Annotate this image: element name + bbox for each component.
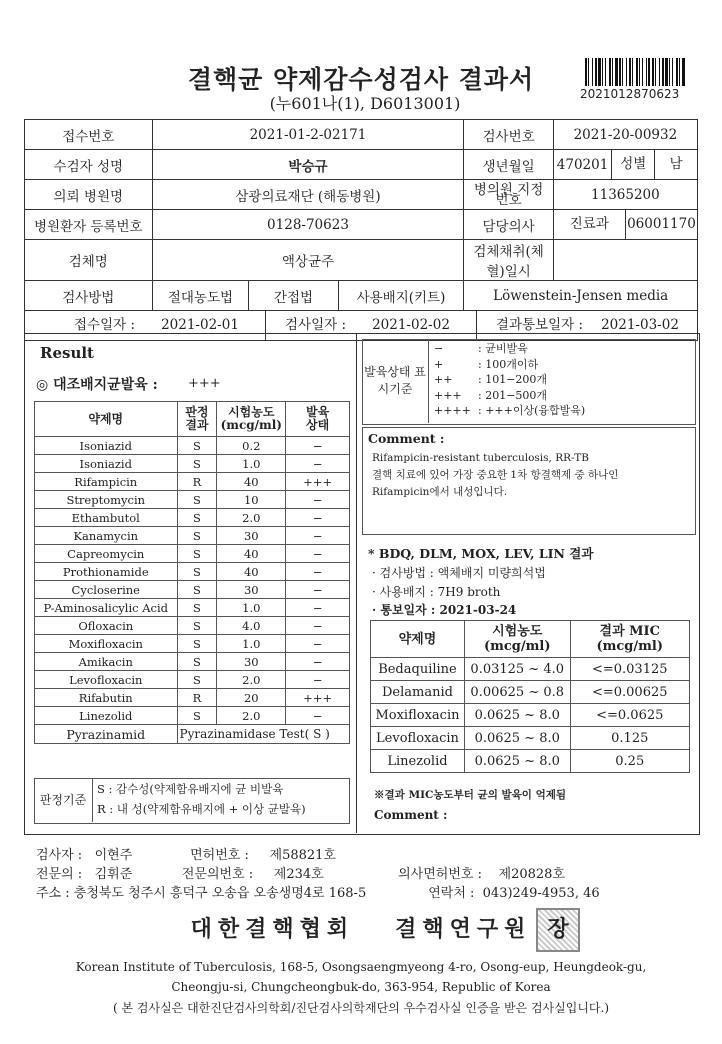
page-title: 결핵균 약제감수성검사 결과서 [187, 65, 535, 94]
bdq-method: · 검사방법 : 액체배지 미량희석법 [372, 566, 546, 580]
bdq-title: * BDQ, DLM, MOX, LEV, LIN 결과 [368, 546, 594, 561]
mic-drug: Delamanid [371, 681, 465, 704]
label-hospital-code: 병의원 지정번호 [464, 180, 553, 210]
receipt-date: 2021-02-01 [135, 311, 266, 340]
footer-examiner: 검사자 : 이현주 면허번호 : 제58821호 [36, 848, 336, 863]
mic-drug: Moxifloxacin [371, 704, 465, 727]
judgement: S [177, 437, 217, 455]
report-date: 2021-03-02 [601, 317, 679, 333]
concentration: 40 [217, 563, 286, 581]
drug-name: Isoniazid [35, 455, 178, 473]
growth: − [286, 671, 350, 689]
department: 06001170 [627, 216, 696, 232]
growth: − [286, 437, 350, 455]
registration-number: 0128-70623 [152, 210, 464, 240]
growth: − [286, 635, 350, 653]
drug-susceptibility-table [34, 401, 350, 744]
barcode-bar [588, 58, 589, 86]
mic-note: ※결과 MIC농도부터 균의 발육이 억제됨 [374, 789, 567, 801]
test-number: 2021-20-00932 [553, 120, 697, 150]
table-row [35, 527, 350, 545]
label-test-date: 검사일자 : [284, 317, 346, 333]
barcode-bar [655, 58, 656, 86]
mic-result: <=0.03125 [570, 658, 690, 681]
growth: − [286, 617, 350, 635]
barcode-bar [619, 58, 621, 86]
label-sex: 성별 [612, 150, 655, 179]
criteria-label: 판정기준 [34, 778, 93, 822]
judgement: S [177, 527, 217, 545]
legend-item [434, 403, 585, 419]
mic-header-result: 결과 MIC (mcg/ml) [570, 621, 690, 658]
label-patient-name: 수검자 성명 [25, 150, 153, 180]
barcode-bar [632, 58, 633, 86]
barcode-bar [595, 58, 597, 86]
concentration: 30 [217, 653, 286, 671]
hospital-code: 11365200 [553, 180, 697, 210]
hospital-name: 삼광의료재단 (해동병원) [152, 180, 464, 210]
label-test-number: 검사번호 [464, 120, 553, 150]
drug-name: P-Aminosalicylic Acid [35, 599, 178, 617]
address-en-2: Cheongju-si, Chungcheongbuk-do, 363-954, Republic of Korea [171, 980, 551, 994]
table-row [35, 671, 350, 689]
legend-description: : 201−500개 [478, 388, 548, 402]
growth: − [286, 707, 350, 725]
drug-name: Cycloserine [35, 581, 178, 599]
legend-description: : +++이상(융합발육) [478, 404, 586, 417]
judgement: S [177, 545, 217, 563]
comment-line-2: 결핵 치료에 있어 가장 중요한 1차 항결핵제 중 하나인 [372, 469, 619, 481]
legend-description: : 균비발육 [478, 342, 528, 355]
barcode-bar [585, 58, 587, 86]
label-receipt-number: 접수번호 [25, 120, 153, 150]
comment-line-3: Rifampicin에서 내성입니다. [372, 486, 508, 498]
bdq-medium: · 사용배지 : 7H9 broth [372, 585, 501, 599]
barcode-bar [662, 58, 664, 86]
concentration: 30 [217, 581, 286, 599]
growth: +++ [286, 473, 350, 491]
barcode-bar [636, 58, 638, 86]
collection-date [553, 240, 697, 281]
legend-item [434, 372, 585, 388]
result-title: Result [40, 344, 94, 362]
barcode-bar [598, 58, 601, 86]
label-birthdate: 생년월일 [464, 150, 553, 180]
judgement: S [177, 635, 217, 653]
mic-header-concentration: 시험농도 (mcg/ml) [464, 621, 570, 658]
receipt-number: 2021-01-2-02171 [152, 120, 464, 150]
barcode-bar [646, 58, 647, 86]
growth: − [286, 563, 350, 581]
table-row [35, 437, 350, 455]
growth: − [286, 491, 350, 509]
growth: − [286, 581, 350, 599]
concentration: 2.0 [217, 671, 286, 689]
concentration: 40 [217, 473, 286, 491]
mic-concentration: 0.00625 ~ 0.8 [464, 681, 570, 704]
judgement: S [177, 581, 217, 599]
pza-name: Pyrazinamid [35, 725, 178, 744]
table-row [35, 599, 350, 617]
institute-name: 대한결핵협회 결핵연구원 [190, 916, 532, 942]
label-registration: 병원환자 등록번호 [25, 210, 153, 240]
table-row [35, 473, 350, 491]
barcode-bar [605, 58, 606, 86]
judgement: S [177, 455, 217, 473]
mic-drug: Levofloxacin [371, 727, 465, 750]
judgement: S [177, 707, 217, 725]
concentration: 1.0 [217, 455, 286, 473]
page-subtitle: (누601나(1), D6013001) [269, 94, 461, 113]
barcode-bar [672, 58, 673, 86]
concentration: 4.0 [217, 617, 286, 635]
table-row [35, 707, 350, 725]
address-en-1: Korean Institute of Tuberculosis, 168-5, Osongsaengmyeong 4-ro, Osong-eup, Heungdeok-gu, [75, 960, 647, 974]
institute-stamp-char: 장 [547, 916, 569, 942]
drug-name: Rifampicin [35, 473, 178, 491]
concentration: 20 [217, 689, 286, 707]
comment-line-1: Rifampicin-resistant tuberculosis, RR-TB [372, 452, 589, 464]
barcode-bar [615, 58, 618, 86]
drug-name: Rifabutin [35, 689, 178, 707]
table-row [35, 581, 350, 599]
legend-description: : 101−200개 [478, 373, 548, 386]
concentration: 10 [217, 491, 286, 509]
barcode-bar [622, 58, 623, 86]
barcode [585, 58, 685, 86]
table-row [371, 750, 690, 773]
legend-symbol: ++++ [434, 404, 471, 417]
growth: − [286, 527, 350, 545]
label-collection-date: 검체채취(체혈)일시 [464, 240, 553, 281]
patient-info-table [24, 119, 698, 341]
footer-address: 주소 : 충청북도 청주시 흥덕구 오송읍 오송생명4로 168-5 연락처 : 043)249-4953, 46 [36, 886, 600, 901]
judgement: S [177, 509, 217, 527]
result-divider [356, 333, 357, 833]
label-medium: 사용배지(키트) [338, 281, 464, 311]
table-row [35, 617, 350, 635]
concentration: 30 [217, 527, 286, 545]
barcode-bar [648, 58, 650, 86]
mic-result: 0.25 [570, 750, 690, 773]
criteria-s: S : 감수성(약제함유배지에 균 비발육 [97, 782, 284, 796]
specimen: 액상균주 [152, 240, 464, 281]
judgement: S [177, 617, 217, 635]
judgement: S [177, 491, 217, 509]
growth: − [286, 545, 350, 563]
concentration: 40 [217, 545, 286, 563]
growth: − [286, 455, 350, 473]
mic-drug: Linezolid [371, 750, 465, 773]
growth-legend-items [434, 341, 585, 419]
label-hospital: 의뢰 병원명 [25, 180, 153, 210]
barcode-bar [626, 58, 627, 86]
table-row [35, 545, 350, 563]
judgement: S [177, 671, 217, 689]
drug-name: Ofloxacin [35, 617, 178, 635]
comment-label: Comment : [368, 431, 445, 446]
label-doctor: 담당의사 [464, 210, 553, 240]
legend-item [434, 357, 585, 373]
legend-item [434, 388, 585, 404]
barcode-bar [659, 58, 660, 86]
sex: 남 [669, 156, 683, 172]
mic-table [370, 620, 690, 773]
drug-name: Kanamycin [35, 527, 178, 545]
label-specimen: 검체명 [25, 240, 153, 281]
concentration: 2.0 [217, 707, 286, 725]
judgement: R [177, 473, 217, 491]
mic-header-drug: 약제명 [371, 621, 465, 658]
test-date: 2021-02-02 [346, 311, 477, 340]
barcode-bar [639, 58, 640, 86]
drug-name: Levofloxacin [35, 671, 178, 689]
judgement: S [177, 653, 217, 671]
judgement: S [177, 563, 217, 581]
header-judgement: 판정 결과 [177, 402, 217, 437]
barcode-bar [602, 58, 603, 86]
legend-item [434, 341, 585, 357]
label-department: 진료과 [554, 210, 626, 239]
label-receipt-date: 접수일자 : [73, 317, 135, 333]
table-row [371, 658, 690, 681]
barcode-number: 2021012870623 [580, 87, 680, 101]
table-row [35, 689, 350, 707]
barcode-bar [642, 58, 643, 86]
barcode-bar [652, 58, 654, 86]
bdq-comment-label: Comment : [374, 808, 448, 822]
patient-name: 박승규 [152, 150, 464, 180]
table-row [371, 704, 690, 727]
barcode-bar [665, 58, 668, 86]
mic-concentration: 0.0625 ~ 8.0 [464, 727, 570, 750]
concentration: 1.0 [217, 635, 286, 653]
growth-legend-label: 발육상태 표시기준 [362, 339, 429, 423]
comment-lines [372, 450, 618, 501]
header-concentration: 시험농도 (mcg/ml) [217, 402, 286, 437]
drug-name: Amikacin [35, 653, 178, 671]
footer-specialist: 전문의 : 김휘준 전문의번호 : 제234호 의사면허번호 : 제20828호 [36, 867, 565, 882]
pza-value: Pyrazinamidase Test( S ) [177, 725, 349, 744]
barcode-bar [682, 58, 685, 86]
header-growth: 발육 상태 [286, 402, 350, 437]
growth: − [286, 653, 350, 671]
legend-symbol: − [434, 342, 444, 355]
concentration: 0.2 [217, 437, 286, 455]
table-row [35, 653, 350, 671]
table-row [35, 635, 350, 653]
table-row [371, 681, 690, 704]
mic-result: <=0.0625 [570, 704, 690, 727]
control-growth-label: ◎ 대조배지균발육 : [36, 377, 158, 393]
certification-note: ( 본 검사실은 대한진단검사의학회/진단검사의학재단의 우수검사실 인증을 받은 검사실입니다.) [112, 1001, 609, 1015]
legend-symbol: ++ [434, 373, 453, 386]
growth: − [286, 509, 350, 527]
medium: Löwenstein-Jensen media [464, 281, 698, 311]
barcode-bar [669, 58, 670, 86]
table-row [371, 727, 690, 750]
barcode-bar [609, 58, 611, 86]
mic-concentration: 0.0625 ~ 8.0 [464, 704, 570, 727]
table-row [35, 455, 350, 473]
table-row [35, 491, 350, 509]
barcode-bar [629, 58, 631, 86]
mic-concentration: 0.03125 ~ 4.0 [464, 658, 570, 681]
table-row [35, 509, 350, 527]
drug-name: Moxifloxacin [35, 635, 178, 653]
criteria-r: R : 내 성(약제함유배지에 + 이상 균발육) [97, 802, 306, 816]
birthdate: 470201 [553, 150, 612, 180]
barcode-bar [612, 58, 613, 86]
judgement: S [177, 599, 217, 617]
table-row [35, 563, 350, 581]
header-drug: 약제명 [35, 402, 178, 437]
drug-name: Prothionamide [35, 563, 178, 581]
label-method: 검사방법 [25, 281, 153, 311]
control-growth-value: +++ [188, 376, 221, 391]
concentration: 1.0 [217, 599, 286, 617]
mic-result: <=0.00625 [570, 681, 690, 704]
legend-description: : 100개이하 [478, 357, 539, 371]
bdq-report-date: · 통보일자 : 2021-03-24 [372, 603, 517, 617]
drug-name: Capreomycin [35, 545, 178, 563]
growth: +++ [286, 689, 350, 707]
concentration: 2.0 [217, 509, 286, 527]
legend-symbol: + [434, 357, 444, 371]
drug-name: Streptomycin [35, 491, 178, 509]
drug-name: Isoniazid [35, 437, 178, 455]
barcode-bar [592, 58, 593, 86]
judgement: R [177, 689, 217, 707]
legend-symbol: +++ [434, 388, 462, 402]
barcode-bar [679, 58, 680, 86]
barcode-bar [676, 58, 678, 86]
drug-name: Ethambutol [35, 509, 178, 527]
drug-name: Linezolid [35, 707, 178, 725]
growth: − [286, 599, 350, 617]
method: 절대농도법 [152, 281, 249, 311]
mic-result: 0.125 [570, 727, 690, 750]
label-report-date: 결과통보일자 : [495, 317, 583, 333]
mic-drug: Bedaquiline [371, 658, 465, 681]
mic-concentration: 0.0625 ~ 8.0 [464, 750, 570, 773]
method-type: 간접법 [249, 281, 338, 311]
